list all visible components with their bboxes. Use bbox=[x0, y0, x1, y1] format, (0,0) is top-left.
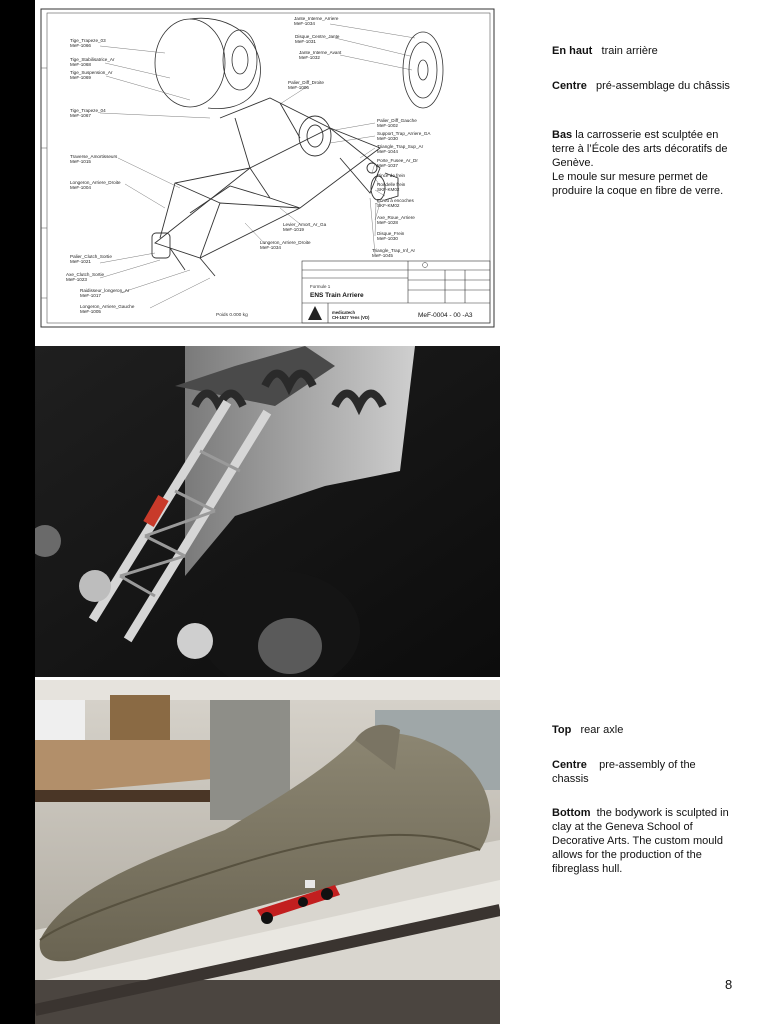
drawing-label: Jante_Interne_Avant MeF-1032 bbox=[299, 50, 342, 61]
caption-fr-centre-label: Centre bbox=[552, 80, 587, 92]
caption-en-bottom-text: the bodywork is sculpted in clay at the Geneva School of Decorative Arts. The custom mould allows for the production of the fibreglass hull. bbox=[552, 807, 729, 875]
title-block-weight: Poids 0.000 kg bbox=[216, 313, 248, 318]
drawing-label: Axe_Clutch_Sortie MeF-1023 bbox=[66, 272, 105, 283]
title-block-subtitle: Formule 1 bbox=[310, 284, 331, 289]
caption-fr-top-text: train arrière bbox=[601, 45, 658, 57]
left-margin-bar bbox=[0, 0, 35, 1024]
clay-body-artwork bbox=[35, 680, 500, 1024]
drawing-label: Tige_Stabilisatrice_Ar MeF-1068 bbox=[70, 57, 115, 68]
chassis-photo bbox=[35, 346, 500, 677]
drawing-label: Disque_Centre_Jante MeF-1031 bbox=[295, 34, 340, 45]
drawing-label: Palier_Clutch_Sortie MeF-1021 bbox=[70, 254, 112, 265]
drawing-label: Palier_Diff_Gauche MeF-1002 bbox=[377, 118, 417, 129]
drawing-label: Pince de frein bbox=[377, 173, 406, 178]
drawing-label: Porte_Fusee_Ar_Dr MeF-1037 bbox=[377, 158, 418, 169]
clay-body-photo bbox=[35, 680, 500, 1024]
caption-fr-centre bbox=[552, 79, 732, 93]
chassis-photo-artwork bbox=[35, 346, 500, 677]
caption-en-top-label: Top bbox=[552, 724, 572, 736]
caption-en-bottom bbox=[552, 806, 732, 876]
caption-en-bottom-label: Bottom bbox=[552, 807, 591, 819]
caption-en-top bbox=[552, 723, 732, 737]
drawing-label: Longeron_Arriere_Gauche MeF-1005 bbox=[80, 304, 135, 315]
caption-fr-top bbox=[552, 44, 732, 58]
technical-drawing bbox=[40, 8, 495, 328]
drawing-label: Longeron_Arriere_Droite MeF-1004 bbox=[70, 180, 121, 191]
caption-fr-top-label: En haut bbox=[552, 45, 593, 57]
drawing-label: Levier_Amort_Ar_Ga MeF-1019 bbox=[283, 222, 327, 233]
caption-en-top-text: rear axle bbox=[580, 724, 624, 736]
title-block-title: ENS Train Arriere bbox=[310, 292, 364, 299]
drawing-label: Ecrou à encoches SKF-KM02 bbox=[377, 198, 414, 209]
drawing-label: Triangle_Trap_Inf_Ar MeF-1045 bbox=[372, 248, 416, 259]
drawing-label: Longeron_Arriere_Droite MeF-1034 bbox=[260, 240, 311, 251]
caption-fr-centre-text: pré-assemblage du châssis bbox=[596, 80, 730, 92]
projection-symbol-icon bbox=[423, 263, 428, 268]
company-logo-icon bbox=[308, 306, 322, 320]
drawing-artwork bbox=[40, 8, 495, 328]
drawing-label: Palier_Diff_Droite MeF-1006 bbox=[288, 80, 324, 91]
drawing-label: Triangle_Trap_Sup_Ar MeF-1044 bbox=[377, 144, 424, 155]
drawing-label: Disque_Frein MeF-1030 bbox=[377, 231, 405, 242]
drawing-label: Raidisseur_longeron_Ar MeF-1017 bbox=[80, 288, 130, 299]
drawing-label: Axe_Roue_Arriere MeF-1028 bbox=[377, 215, 415, 226]
caption-fr-bottom-label: Bas bbox=[552, 129, 573, 141]
drawing-label: Tige_Trapeze_04 MeF-1067 bbox=[70, 108, 106, 119]
page-number: 8 bbox=[725, 977, 733, 992]
drawing-label: Jante_Interne_Arriere MeF-1034 bbox=[294, 16, 339, 27]
caption-fr-bottom bbox=[552, 128, 732, 198]
caption-fr-bottom-text: la carrosserie est sculptée en terre à l’École des arts décoratifs de Genève. Le moule sur mesure permet de produire la coque en fibre de verre. bbox=[552, 129, 728, 197]
drawing-label: Support_Trap_Arriere_GA MeF-1030 bbox=[377, 131, 431, 142]
caption-en-centre-text: pre-assembly of the chassis bbox=[552, 759, 696, 785]
caption-en-centre-label: Centre bbox=[552, 759, 587, 771]
caption-en-centre bbox=[552, 758, 732, 786]
drawing-label: Rondelle frein SKF-KM02 bbox=[377, 182, 406, 193]
title-block-company: medicatech CH-1627 Yens (VD) bbox=[332, 310, 370, 320]
drawing-label: Tige_Trapeze_03 MeF-1066 bbox=[70, 38, 106, 49]
title-block-number: MeF-0004 - 00 -A3 bbox=[418, 312, 473, 319]
drawing-label: Tige_Suspension_Ar MeF-1069 bbox=[70, 70, 113, 81]
drawing-label: Traverse_Amortisseurs MeF-1015 bbox=[70, 154, 118, 165]
